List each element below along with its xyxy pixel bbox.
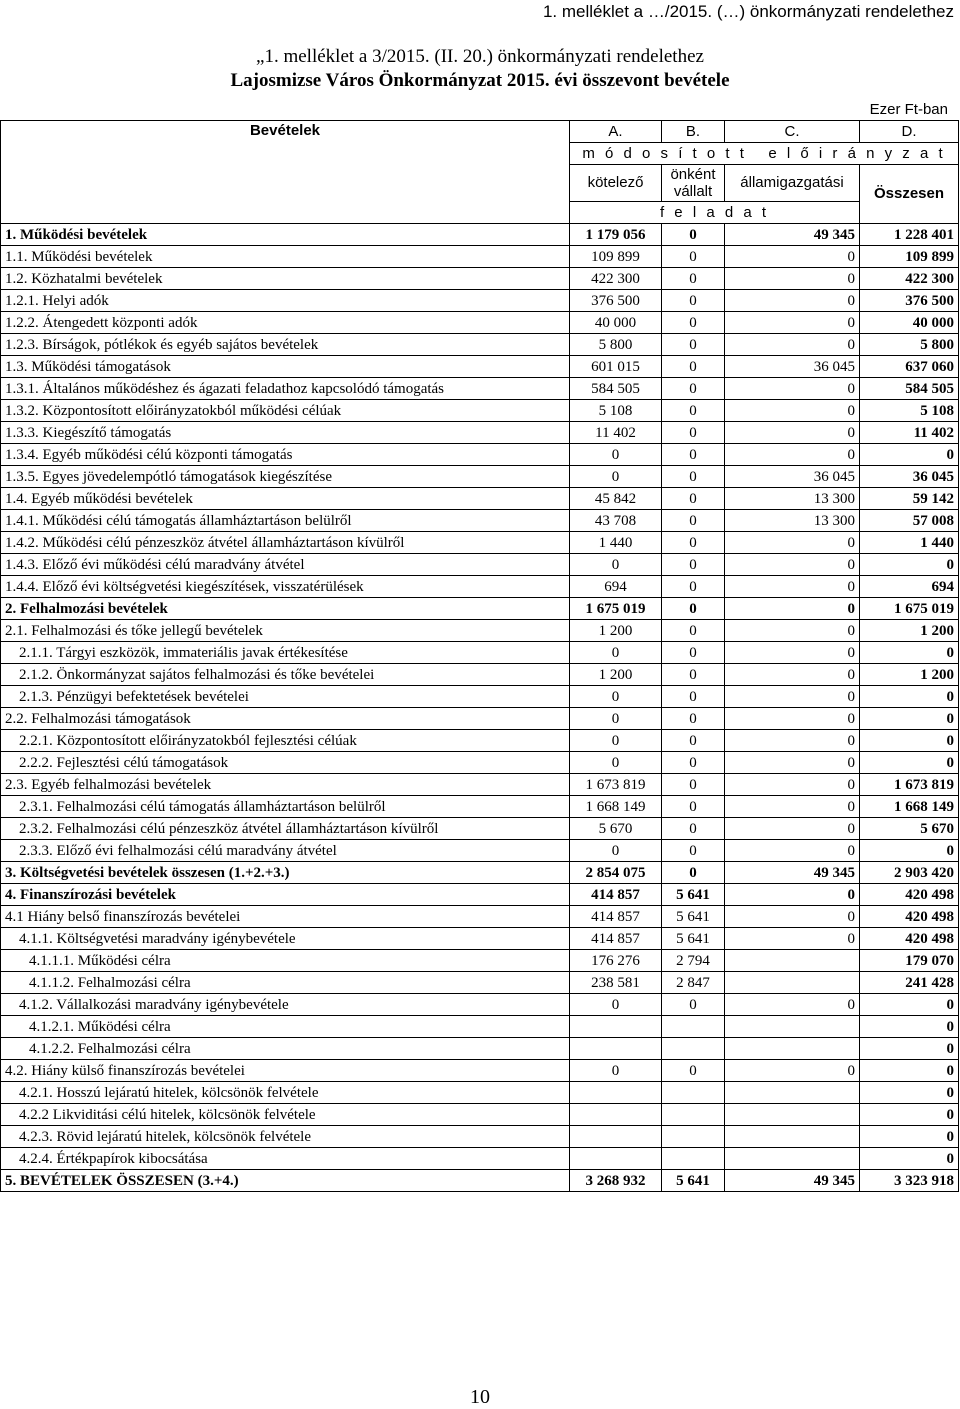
row-label: 2.3. Egyéb felhalmozási bevételek bbox=[1, 774, 570, 796]
row-label: 2.1.2. Önkormányzat sajátos felhalmozási és tőke bevételei bbox=[1, 664, 570, 686]
value-osszesen: 420 498 bbox=[860, 928, 959, 950]
value-osszesen: 179 070 bbox=[860, 950, 959, 972]
col-letter-d: D. bbox=[860, 121, 959, 143]
value-allamigazgatasi: 0 bbox=[725, 444, 860, 466]
unit-label: Ezer Ft-ban bbox=[869, 101, 948, 118]
row-label: 1.3.1. Általános működéshez és ágazati feladathoz kapcsolódó támogatás bbox=[1, 378, 570, 400]
value-kotelezo bbox=[570, 1016, 662, 1038]
value-osszesen: 2 903 420 bbox=[860, 862, 959, 884]
value-onkent bbox=[662, 1016, 725, 1038]
value-kotelezo: 1 440 bbox=[570, 532, 662, 554]
col-letter-c: C. bbox=[725, 121, 860, 143]
value-allamigazgatasi: 0 bbox=[725, 730, 860, 752]
value-kotelezo: 5 108 bbox=[570, 400, 662, 422]
value-onkent: 0 bbox=[662, 598, 725, 620]
value-allamigazgatasi: 0 bbox=[725, 752, 860, 774]
value-kotelezo: 0 bbox=[570, 752, 662, 774]
value-allamigazgatasi: 36 045 bbox=[725, 466, 860, 488]
value-osszesen: 0 bbox=[860, 1104, 959, 1126]
table-row bbox=[1, 1038, 959, 1060]
value-osszesen: 1 440 bbox=[860, 532, 959, 554]
table-row bbox=[1, 862, 959, 884]
value-allamigazgatasi: 0 bbox=[725, 334, 860, 356]
table-row bbox=[1, 422, 959, 444]
value-kotelezo: 0 bbox=[570, 466, 662, 488]
col-letter-b: B. bbox=[662, 121, 725, 143]
value-allamigazgatasi: 0 bbox=[725, 576, 860, 598]
value-osszesen: 0 bbox=[860, 708, 959, 730]
value-allamigazgatasi: 0 bbox=[725, 840, 860, 862]
row-label: 1.1. Működési bevételek bbox=[1, 246, 570, 268]
value-allamigazgatasi bbox=[725, 1082, 860, 1104]
col-allamigazgatasi: államigazgatási bbox=[725, 165, 860, 202]
row-label: 1.4.2. Működési célú pénzeszköz átvétel államháztartáson kívülről bbox=[1, 532, 570, 554]
value-onkent: 5 641 bbox=[662, 1170, 725, 1192]
row-label: 5. BEVÉTELEK ÖSSZESEN (3.+4.) bbox=[1, 1170, 570, 1192]
row-label: 4.1 Hiány belső finanszírozás bevételei bbox=[1, 906, 570, 928]
value-onkent: 2 794 bbox=[662, 950, 725, 972]
value-osszesen: 0 bbox=[860, 752, 959, 774]
value-allamigazgatasi: 0 bbox=[725, 422, 860, 444]
row-label: 1.4.4. Előző évi költségvetési kiegészítések, visszatérülések bbox=[1, 576, 570, 598]
col-kotelezo: kötelező bbox=[570, 165, 662, 202]
value-kotelezo: 5 670 bbox=[570, 818, 662, 840]
col-feladat: f e l a d a t bbox=[570, 202, 860, 224]
value-onkent: 0 bbox=[662, 642, 725, 664]
row-label: 4.1.2.2. Felhalmozási célra bbox=[1, 1038, 570, 1060]
value-onkent: 0 bbox=[662, 818, 725, 840]
value-osszesen: 0 bbox=[860, 1016, 959, 1038]
table-row bbox=[1, 598, 959, 620]
value-allamigazgatasi bbox=[725, 972, 860, 994]
value-osszesen: 0 bbox=[860, 840, 959, 862]
table-row bbox=[1, 224, 959, 246]
table-row bbox=[1, 774, 959, 796]
table-row bbox=[1, 1060, 959, 1082]
col-osszesen: Összesen bbox=[860, 165, 959, 224]
value-osszesen: 59 142 bbox=[860, 488, 959, 510]
value-allamigazgatasi: 0 bbox=[725, 994, 860, 1016]
value-kotelezo: 1 200 bbox=[570, 664, 662, 686]
value-osszesen: 0 bbox=[860, 1060, 959, 1082]
value-osszesen: 420 498 bbox=[860, 884, 959, 906]
value-onkent: 0 bbox=[662, 1060, 725, 1082]
row-label: 3. Költségvetési bevételek összesen (1.+2.+3.) bbox=[1, 862, 570, 884]
row-label: 1. Működési bevételek bbox=[1, 224, 570, 246]
value-onkent: 0 bbox=[662, 268, 725, 290]
value-osszesen: 420 498 bbox=[860, 906, 959, 928]
table-row bbox=[1, 1170, 959, 1192]
value-onkent: 0 bbox=[662, 246, 725, 268]
row-label: 4.2.2 Likviditási célú hitelek, kölcsönök felvétele bbox=[1, 1104, 570, 1126]
table-row bbox=[1, 708, 959, 730]
table-row bbox=[1, 928, 959, 950]
table-row bbox=[1, 752, 959, 774]
value-kotelezo: 1 668 149 bbox=[570, 796, 662, 818]
value-onkent: 0 bbox=[662, 774, 725, 796]
row-label: 1.3.2. Központosított előirányzatokból működési célúak bbox=[1, 400, 570, 422]
table-row bbox=[1, 510, 959, 532]
value-onkent: 0 bbox=[662, 290, 725, 312]
value-onkent bbox=[662, 1038, 725, 1060]
value-osszesen: 0 bbox=[860, 994, 959, 1016]
row-label: 4.1.1.2. Felhalmozási célra bbox=[1, 972, 570, 994]
table-row bbox=[1, 400, 959, 422]
row-label: 2. Felhalmozási bevételek bbox=[1, 598, 570, 620]
value-osszesen: 637 060 bbox=[860, 356, 959, 378]
row-label: 4.2.4. Értékpapírok kibocsátása bbox=[1, 1148, 570, 1170]
value-kotelezo: 0 bbox=[570, 642, 662, 664]
table-row bbox=[1, 620, 959, 642]
value-osszesen: 241 428 bbox=[860, 972, 959, 994]
table-row bbox=[1, 906, 959, 928]
value-allamigazgatasi: 0 bbox=[725, 664, 860, 686]
value-osszesen: 3 323 918 bbox=[860, 1170, 959, 1192]
value-kotelezo: 176 276 bbox=[570, 950, 662, 972]
value-kotelezo: 238 581 bbox=[570, 972, 662, 994]
row-label: 4.1.1.1. Működési célra bbox=[1, 950, 570, 972]
row-label: 1.3.5. Egyes jövedelempótló támogatások kiegészítése bbox=[1, 466, 570, 488]
value-kotelezo: 1 179 056 bbox=[570, 224, 662, 246]
col-group-header: m ó d o s í t o t t e l ő i r á n y z a t bbox=[570, 143, 959, 165]
value-allamigazgatasi: 49 345 bbox=[725, 1170, 860, 1192]
table-row bbox=[1, 796, 959, 818]
row-label: 1.2.1. Helyi adók bbox=[1, 290, 570, 312]
value-osszesen: 36 045 bbox=[860, 466, 959, 488]
table-row bbox=[1, 818, 959, 840]
value-osszesen: 0 bbox=[860, 444, 959, 466]
table-row bbox=[1, 554, 959, 576]
value-allamigazgatasi: 0 bbox=[725, 642, 860, 664]
value-kotelezo: 1 200 bbox=[570, 620, 662, 642]
row-label: 1.3.4. Egyéb működési célú központi támogatás bbox=[1, 444, 570, 466]
table-row bbox=[1, 686, 959, 708]
table-row bbox=[1, 950, 959, 972]
value-onkent: 2 847 bbox=[662, 972, 725, 994]
value-kotelezo bbox=[570, 1148, 662, 1170]
value-allamigazgatasi bbox=[725, 1016, 860, 1038]
value-onkent: 5 641 bbox=[662, 928, 725, 950]
value-onkent bbox=[662, 1148, 725, 1170]
value-osszesen: 1 668 149 bbox=[860, 796, 959, 818]
value-allamigazgatasi: 13 300 bbox=[725, 510, 860, 532]
value-kotelezo: 0 bbox=[570, 994, 662, 1016]
value-onkent: 5 641 bbox=[662, 884, 725, 906]
row-label: 1.2.3. Bírságok, pótlékok és egyéb sajátos bevételek bbox=[1, 334, 570, 356]
table-row bbox=[1, 466, 959, 488]
value-allamigazgatasi: 0 bbox=[725, 554, 860, 576]
value-allamigazgatasi bbox=[725, 1104, 860, 1126]
value-onkent: 0 bbox=[662, 664, 725, 686]
value-kotelezo: 0 bbox=[570, 444, 662, 466]
value-allamigazgatasi: 0 bbox=[725, 796, 860, 818]
value-onkent: 0 bbox=[662, 488, 725, 510]
value-onkent: 0 bbox=[662, 356, 725, 378]
value-osszesen: 1 673 819 bbox=[860, 774, 959, 796]
table-row bbox=[1, 642, 959, 664]
value-allamigazgatasi: 0 bbox=[725, 598, 860, 620]
value-allamigazgatasi: 0 bbox=[725, 818, 860, 840]
value-allamigazgatasi: 0 bbox=[725, 620, 860, 642]
row-label: 2.2.2. Fejlesztési célú támogatások bbox=[1, 752, 570, 774]
value-onkent: 5 641 bbox=[662, 906, 725, 928]
table-row bbox=[1, 884, 959, 906]
table-row bbox=[1, 444, 959, 466]
bevetelek-header: Bevételek bbox=[1, 121, 570, 224]
value-osszesen: 0 bbox=[860, 1148, 959, 1170]
value-osszesen: 1 200 bbox=[860, 664, 959, 686]
value-onkent: 0 bbox=[662, 334, 725, 356]
value-osszesen: 0 bbox=[860, 1082, 959, 1104]
row-label: 1.2.2. Átengedett központi adók bbox=[1, 312, 570, 334]
row-label: 2.2. Felhalmozási támogatások bbox=[1, 708, 570, 730]
value-allamigazgatasi: 0 bbox=[725, 532, 860, 554]
value-osszesen: 422 300 bbox=[860, 268, 959, 290]
col-letter-a: A. bbox=[570, 121, 662, 143]
value-onkent: 0 bbox=[662, 840, 725, 862]
value-onkent: 0 bbox=[662, 466, 725, 488]
row-label: 4.1.2. Vállalkozási maradvány igénybevétele bbox=[1, 994, 570, 1016]
table-row bbox=[1, 356, 959, 378]
value-osszesen: 1 200 bbox=[860, 620, 959, 642]
value-onkent: 0 bbox=[662, 510, 725, 532]
table-row bbox=[1, 1016, 959, 1038]
value-allamigazgatasi: 0 bbox=[725, 928, 860, 950]
value-kotelezo: 0 bbox=[570, 730, 662, 752]
document-subtitle: „1. melléklet a 3/2015. (II. 20.) önkormányzati rendelethez bbox=[256, 46, 704, 67]
row-label: 2.1.3. Pénzügyi befektetések bevételei bbox=[1, 686, 570, 708]
value-onkent: 0 bbox=[662, 686, 725, 708]
table-row bbox=[1, 290, 959, 312]
table-row bbox=[1, 994, 959, 1016]
table-row bbox=[1, 972, 959, 994]
value-kotelezo: 3 268 932 bbox=[570, 1170, 662, 1192]
value-allamigazgatasi: 36 045 bbox=[725, 356, 860, 378]
value-kotelezo: 5 800 bbox=[570, 334, 662, 356]
value-kotelezo: 1 673 819 bbox=[570, 774, 662, 796]
row-label: 1.2. Közhatalmi bevételek bbox=[1, 268, 570, 290]
value-allamigazgatasi: 49 345 bbox=[725, 862, 860, 884]
value-kotelezo: 376 500 bbox=[570, 290, 662, 312]
value-onkent: 0 bbox=[662, 620, 725, 642]
value-osszesen: 57 008 bbox=[860, 510, 959, 532]
value-allamigazgatasi: 0 bbox=[725, 268, 860, 290]
table-row bbox=[1, 488, 959, 510]
page-number: 10 bbox=[470, 1386, 490, 1408]
value-allamigazgatasi: 0 bbox=[725, 290, 860, 312]
row-label: 4.2. Hiány külső finanszírozás bevételei bbox=[1, 1060, 570, 1082]
value-kotelezo bbox=[570, 1126, 662, 1148]
value-onkent: 0 bbox=[662, 554, 725, 576]
value-onkent: 0 bbox=[662, 312, 725, 334]
value-onkent bbox=[662, 1082, 725, 1104]
revenue-table bbox=[0, 120, 959, 1192]
value-allamigazgatasi: 0 bbox=[725, 1060, 860, 1082]
col-onkent: önként vállalt bbox=[662, 165, 725, 202]
value-kotelezo: 601 015 bbox=[570, 356, 662, 378]
value-osszesen: 584 505 bbox=[860, 378, 959, 400]
value-allamigazgatasi: 0 bbox=[725, 312, 860, 334]
value-osszesen: 5 108 bbox=[860, 400, 959, 422]
table-row bbox=[1, 730, 959, 752]
value-kotelezo: 40 000 bbox=[570, 312, 662, 334]
value-onkent: 0 bbox=[662, 752, 725, 774]
value-onkent: 0 bbox=[662, 532, 725, 554]
value-onkent: 0 bbox=[662, 422, 725, 444]
value-kotelezo: 584 505 bbox=[570, 378, 662, 400]
value-onkent: 0 bbox=[662, 796, 725, 818]
value-kotelezo: 109 899 bbox=[570, 246, 662, 268]
value-onkent bbox=[662, 1104, 725, 1126]
value-onkent: 0 bbox=[662, 708, 725, 730]
row-label: 4.1.1. Költségvetési maradvány igénybevétele bbox=[1, 928, 570, 950]
value-osszesen: 694 bbox=[860, 576, 959, 598]
row-label: 4.1.2.1. Működési célra bbox=[1, 1016, 570, 1038]
row-label: 1.4.1. Működési célú támogatás államháztartáson belülről bbox=[1, 510, 570, 532]
value-osszesen: 0 bbox=[860, 1038, 959, 1060]
value-kotelezo: 11 402 bbox=[570, 422, 662, 444]
value-osszesen: 11 402 bbox=[860, 422, 959, 444]
value-onkent bbox=[662, 1126, 725, 1148]
value-kotelezo: 422 300 bbox=[570, 268, 662, 290]
value-osszesen: 0 bbox=[860, 686, 959, 708]
table-row bbox=[1, 576, 959, 598]
table-row bbox=[1, 1148, 959, 1170]
value-allamigazgatasi: 0 bbox=[725, 774, 860, 796]
table-row bbox=[1, 268, 959, 290]
value-kotelezo: 0 bbox=[570, 840, 662, 862]
table-row bbox=[1, 1126, 959, 1148]
value-onkent: 0 bbox=[662, 994, 725, 1016]
value-onkent: 0 bbox=[662, 862, 725, 884]
value-onkent: 0 bbox=[662, 730, 725, 752]
value-kotelezo: 2 854 075 bbox=[570, 862, 662, 884]
value-onkent: 0 bbox=[662, 444, 725, 466]
value-kotelezo: 45 842 bbox=[570, 488, 662, 510]
value-allamigazgatasi: 49 345 bbox=[725, 224, 860, 246]
value-osszesen: 5 800 bbox=[860, 334, 959, 356]
value-allamigazgatasi bbox=[725, 1126, 860, 1148]
value-allamigazgatasi: 0 bbox=[725, 686, 860, 708]
row-label: 2.1.1. Tárgyi eszközök, immateriális javak értékesítése bbox=[1, 642, 570, 664]
value-allamigazgatasi: 0 bbox=[725, 906, 860, 928]
value-kotelezo: 0 bbox=[570, 1060, 662, 1082]
row-label: 4.2.3. Rövid lejáratú hitelek, kölcsönök felvétele bbox=[1, 1126, 570, 1148]
table-row bbox=[1, 664, 959, 686]
value-kotelezo: 43 708 bbox=[570, 510, 662, 532]
value-kotelezo: 414 857 bbox=[570, 884, 662, 906]
value-onkent: 0 bbox=[662, 576, 725, 598]
table-row bbox=[1, 246, 959, 268]
value-allamigazgatasi: 0 bbox=[725, 708, 860, 730]
table-row bbox=[1, 840, 959, 862]
revenue-rows bbox=[1, 224, 959, 1192]
value-allamigazgatasi bbox=[725, 950, 860, 972]
value-osszesen: 40 000 bbox=[860, 312, 959, 334]
table-row bbox=[1, 1104, 959, 1126]
value-kotelezo: 0 bbox=[570, 554, 662, 576]
value-onkent: 0 bbox=[662, 378, 725, 400]
value-osszesen: 0 bbox=[860, 730, 959, 752]
table-row bbox=[1, 378, 959, 400]
value-allamigazgatasi: 0 bbox=[725, 400, 860, 422]
row-label: 1.4.3. Előző évi működési célú maradvány átvétel bbox=[1, 554, 570, 576]
table-row bbox=[1, 312, 959, 334]
value-osszesen: 0 bbox=[860, 1126, 959, 1148]
value-kotelezo bbox=[570, 1038, 662, 1060]
document-title: Lajosmizse Város Önkormányzat 2015. évi összevont bevétele bbox=[230, 70, 730, 91]
row-label: 2.3.2. Felhalmozási célú pénzeszköz átvétel államháztartáson kívülről bbox=[1, 818, 570, 840]
value-osszesen: 5 670 bbox=[860, 818, 959, 840]
value-osszesen: 0 bbox=[860, 642, 959, 664]
value-allamigazgatasi bbox=[725, 1038, 860, 1060]
value-kotelezo bbox=[570, 1104, 662, 1126]
table-row bbox=[1, 334, 959, 356]
row-label: 4.2.1. Hosszú lejáratú hitelek, kölcsönök felvétele bbox=[1, 1082, 570, 1104]
row-label: 2.3.3. Előző évi felhalmozási célú maradvány átvétel bbox=[1, 840, 570, 862]
value-kotelezo: 0 bbox=[570, 686, 662, 708]
value-osszesen: 1 228 401 bbox=[860, 224, 959, 246]
value-osszesen: 1 675 019 bbox=[860, 598, 959, 620]
value-allamigazgatasi: 0 bbox=[725, 378, 860, 400]
value-kotelezo: 694 bbox=[570, 576, 662, 598]
row-label: 1.3. Működési támogatások bbox=[1, 356, 570, 378]
value-onkent: 0 bbox=[662, 400, 725, 422]
row-label: 1.4. Egyéb működési bevételek bbox=[1, 488, 570, 510]
row-label: 1.3.3. Kiegészítő támogatás bbox=[1, 422, 570, 444]
value-allamigazgatasi: 13 300 bbox=[725, 488, 860, 510]
value-osszesen: 109 899 bbox=[860, 246, 959, 268]
value-kotelezo bbox=[570, 1082, 662, 1104]
value-onkent: 0 bbox=[662, 224, 725, 246]
value-kotelezo: 0 bbox=[570, 708, 662, 730]
row-label: 2.2.1. Központosított előirányzatokból fejlesztési célúak bbox=[1, 730, 570, 752]
value-osszesen: 376 500 bbox=[860, 290, 959, 312]
value-allamigazgatasi: 0 bbox=[725, 884, 860, 906]
row-label: 2.3.1. Felhalmozási célú támogatás államháztartáson belülről bbox=[1, 796, 570, 818]
annex-reference: 1. melléklet a …/2015. (…) önkormányzati rendelethez bbox=[542, 2, 954, 21]
value-kotelezo: 414 857 bbox=[570, 906, 662, 928]
table-row bbox=[1, 1082, 959, 1104]
value-allamigazgatasi: 0 bbox=[725, 246, 860, 268]
row-label: 4. Finanszírozási bevételek bbox=[1, 884, 570, 906]
value-kotelezo: 1 675 019 bbox=[570, 598, 662, 620]
row-label: 2.1. Felhalmozási és tőke jellegű bevételek bbox=[1, 620, 570, 642]
value-kotelezo: 414 857 bbox=[570, 928, 662, 950]
table-row bbox=[1, 532, 959, 554]
value-allamigazgatasi bbox=[725, 1148, 860, 1170]
value-osszesen: 0 bbox=[860, 554, 959, 576]
